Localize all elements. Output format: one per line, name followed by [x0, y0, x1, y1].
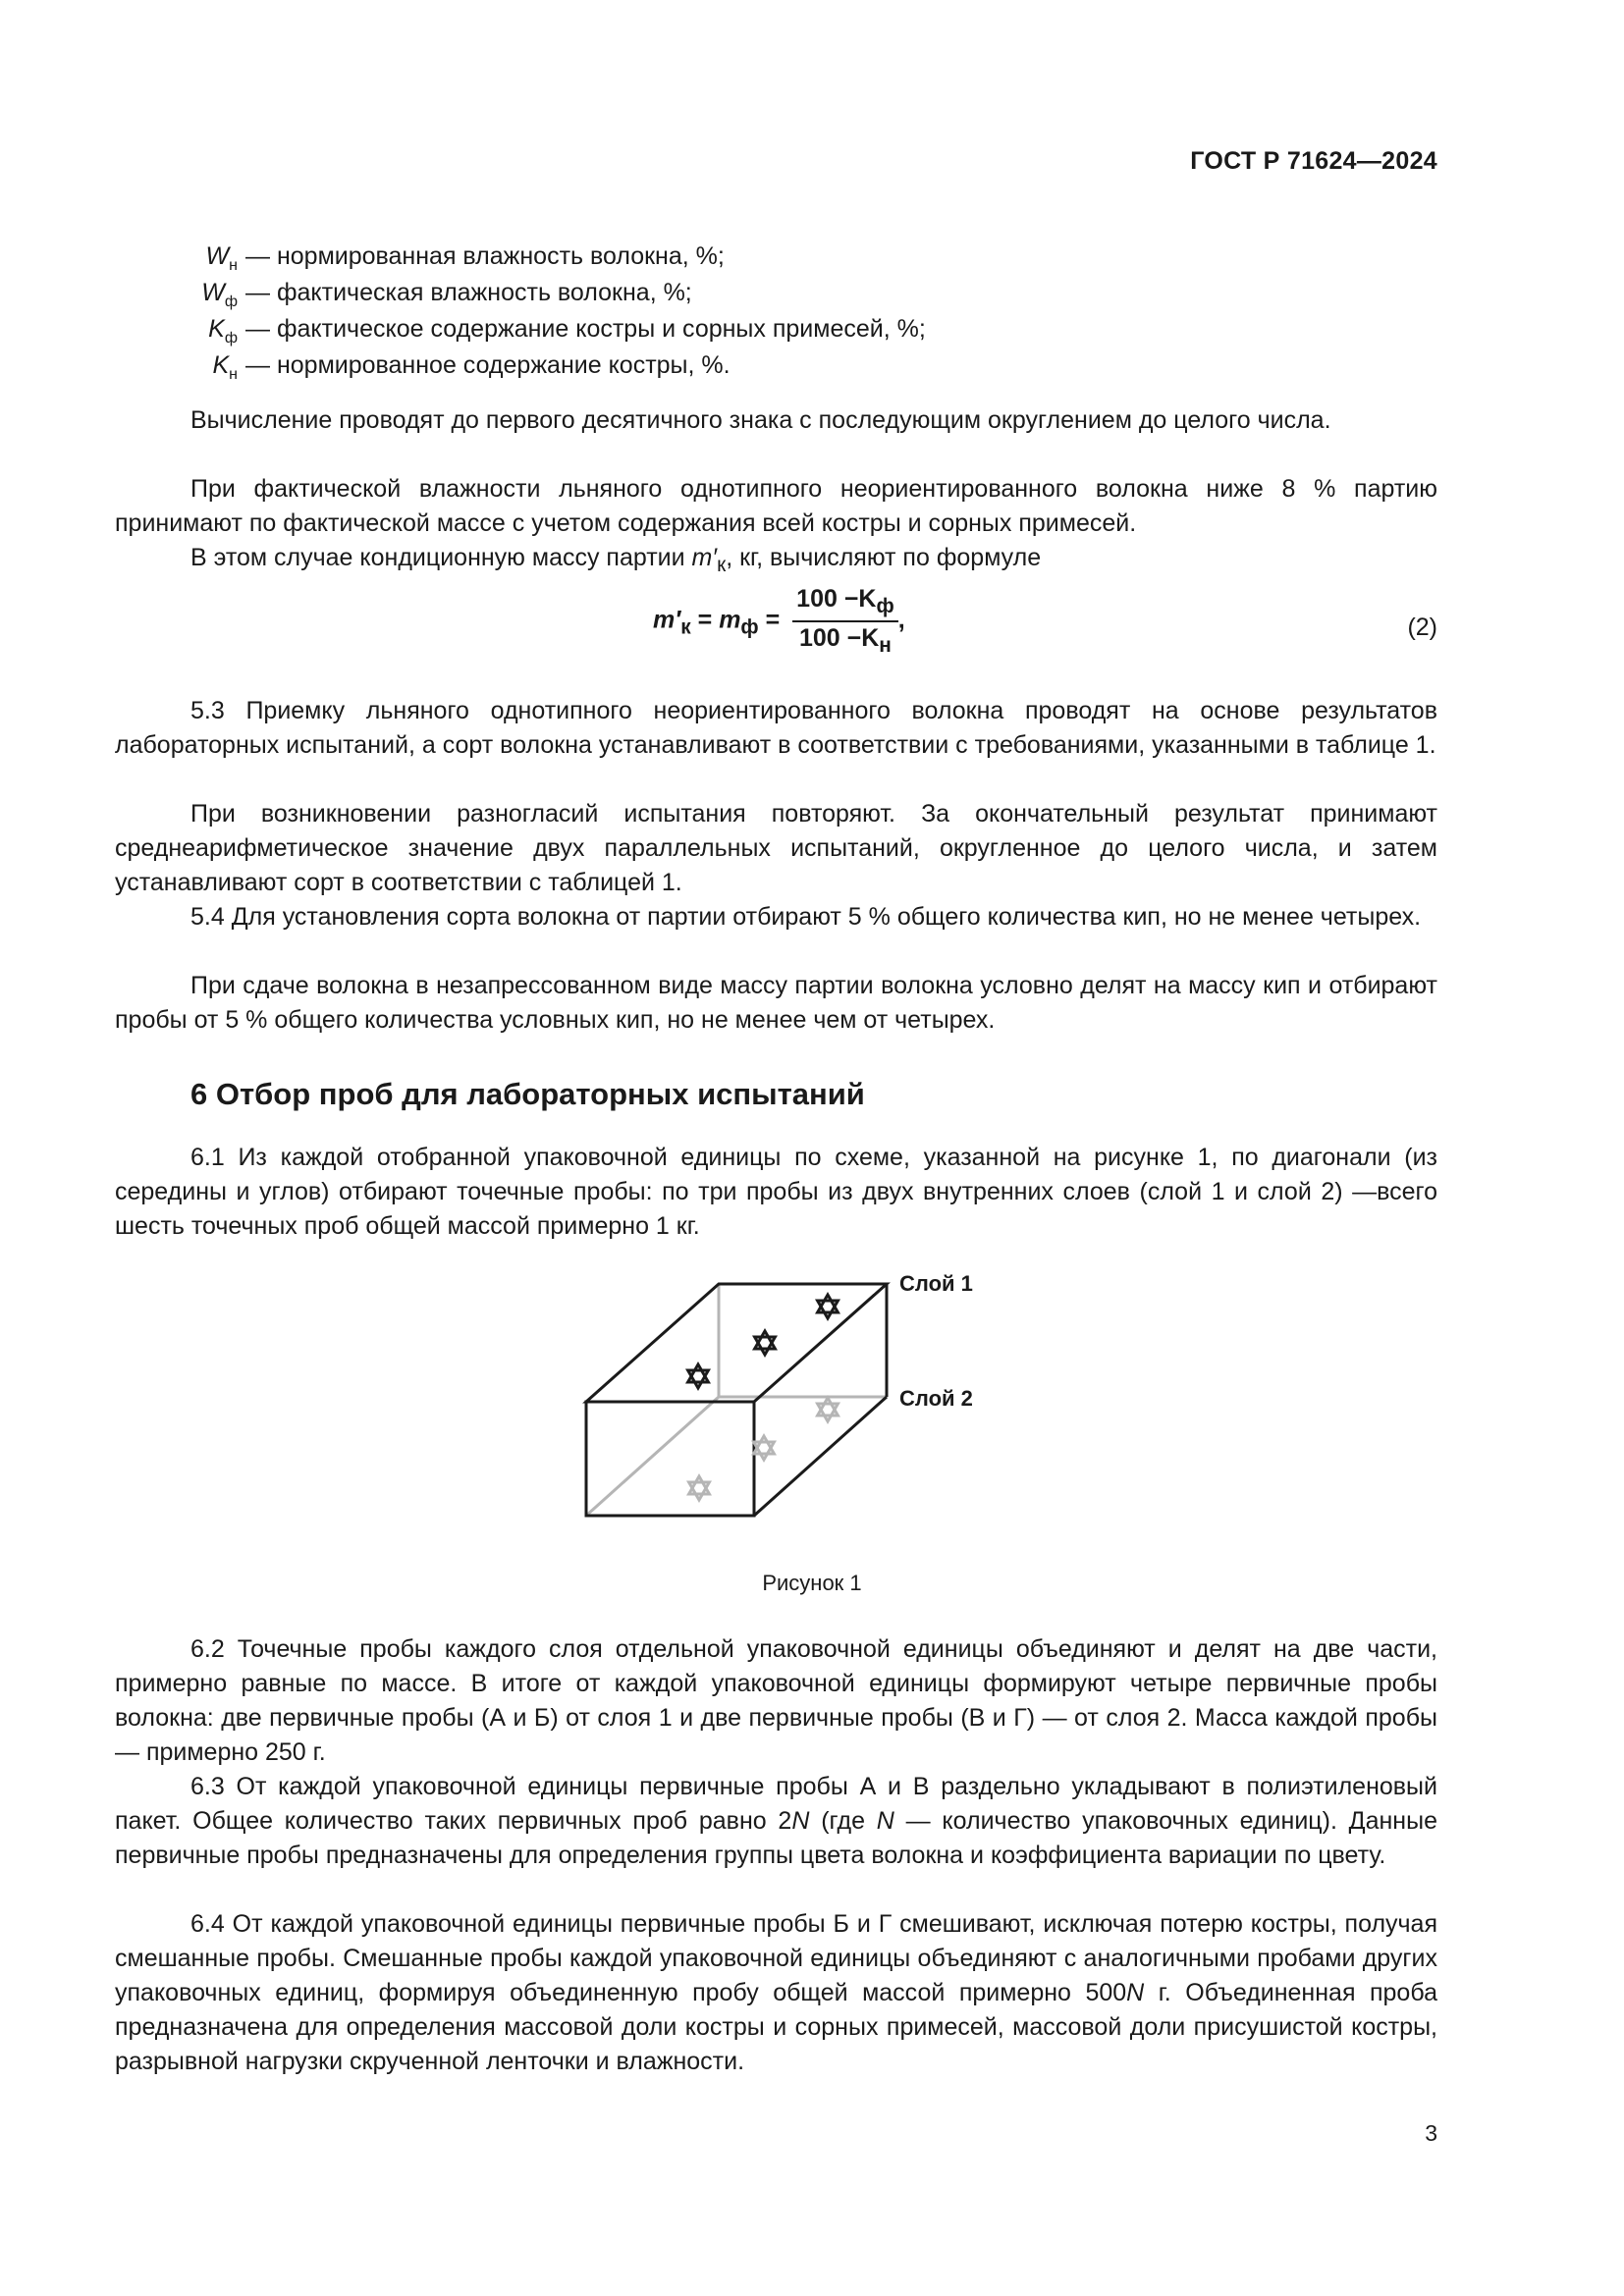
definition-symbol: $K_ф$	[208, 315, 238, 347]
figure-caption: Рисунок 1	[762, 1571, 862, 1595]
paragraph-6-3: 6.3 От каждой упаковочной единицы первичные пробы А и В раздельно укладывают в полиэтиленовый пакет. Общее количество таких первичных проб равно 2N (где N — количество упаковочных единиц). Данные первичные пробы предназначены для определения группы цвета волокна и коэффициента вариации по цвету.	[115, 1773, 1437, 1869]
star-of-david-icon	[818, 1295, 839, 1318]
figure-1-diagram	[569, 1266, 1001, 1571]
paragraph-6-4: 6.4 От каждой упаковочной единицы первичные пробы Б и Г смешивают, исключая потерю костры, получая смешанные пробы. Смешанные пробы каждой упаковочной единицы объединяют с аналогичными пробами других упаковочных единиц, формируя объединенную пробу общей массой примерно 500N г. Объединенная проба предназначена для определения массовой доли костры и сорных примесей, массовой доли присушистой костры, разрывной нагрузки скрученной ленточки и влажности.	[115, 1910, 1437, 2075]
definition-row: $W_н$ — нормированная влажность волокна, %;	[169, 239, 926, 275]
formula-fraction	[792, 585, 898, 658]
definition-row: $W_ф$ — фактическая влажность волокна, %;	[169, 275, 926, 311]
box-outline	[586, 1284, 887, 1516]
definition-symbol: $W_н$	[205, 242, 238, 274]
layer-1-marks	[688, 1295, 839, 1388]
paragraph-low-moisture: При фактической влажности льняного однотипного неориентированного волокна ниже 8 % партию принимают по фактической массе с учетом содержания всей костры и сорных примесей.	[115, 475, 1437, 537]
section-6-title: 6 Отбор проб для лабораторных испытаний	[190, 1077, 865, 1111]
definition-row: $K_н$ — нормированное содержание костры, %.	[169, 347, 926, 384]
formula-2: $m'_к = m_ф$ = $\frac{100 -K_ф}{100 -K_н}$ ,	[653, 585, 905, 657]
definitions-list	[169, 239, 926, 384]
page-number: 3	[1425, 2120, 1437, 2146]
paragraph-5-3: 5.3 Приемку льняного однотипного неориентированного волокна проводят на основе результатов лабораторных испытаний, а сорт волокна устанавливают в соответствии с требованиями, указанными в таблице 1.	[115, 697, 1437, 759]
paragraph-5-4: 5.4 Для установления сорта волокна от партии отбирают 5 % общего количества кип, но не менее четырех.	[190, 903, 1422, 931]
definition-symbol: $W_ф$	[201, 279, 238, 310]
formula-denominator: $100 -K_н$	[798, 624, 892, 657]
star-of-david-icon	[689, 1476, 710, 1500]
paragraph-5-4-b: При сдаче волокна в незапрессованном виде массу партии волокна условно делят на массу кип и отбирают пробы от 5 % общего количества условных кип, но не менее чем от четырех.	[115, 972, 1437, 1034]
definition-text: фактическая влажность волокна, %;	[276, 279, 692, 306]
paragraph-calc: Вычисление проводят до первого десятичного знака с последующим округлением до целого числа.	[190, 406, 1331, 434]
formula-numerator: $100 -K_ф$	[792, 585, 898, 622]
definition-text: фактическое содержание костры и сорных примесей, %;	[276, 315, 926, 343]
paragraph-6-2: 6.2 Точечные пробы каждого слоя отдельной упаковочной единицы объединяют и делят на две части, примерно равные по массе. В итоге от каждой упаковочной единицы формируют четыре первичные пробы волокна: две первичные пробы (А и Б) от слоя 1 и две первичные пробы (В и Г) — от слоя 2. Масса каждой пробы — примерно 250 г.	[115, 1635, 1437, 1766]
equation-number: (2)	[1407, 614, 1437, 641]
paragraph-6-1: 6.1 Из каждой отобранной упаковочной единицы по схеме, указанной на рисунке 1, по диагонали (из середины и углов) отбирают точечные пробы: по три пробы из двух внутренних слоев (слой 1 и слой 2) —всего шесть точечных проб общей массой примерно 1 кг.	[115, 1144, 1437, 1240]
star-of-david-icon	[688, 1364, 709, 1388]
layer-2-marks	[689, 1398, 839, 1500]
definition-row: $K_ф$ — фактическое содержание костры и сорных примесей, %;	[169, 311, 926, 347]
definition-symbol: $K_н$	[212, 351, 238, 383]
label-layer-2: Слой 2	[899, 1386, 973, 1411]
star-of-david-icon	[755, 1331, 776, 1355]
document-header: ГОСТ Р 71624—2024	[1190, 147, 1437, 175]
definition-text: нормированная влажность волокна, %;	[276, 242, 725, 270]
star-of-david-icon	[754, 1436, 775, 1460]
box-hidden-edges	[586, 1284, 887, 1516]
label-layer-1: Слой 1	[899, 1271, 973, 1296]
star-of-david-icon	[818, 1398, 839, 1421]
paragraph-5-3-b: При возникновении разногласий испытания повторяют. За окончательный результат принимают среднеарифметическое значение двух параллельных испытаний, округленное до целого числа, и затем устанавливают сорт в соответствии с таблицей 1.	[115, 800, 1437, 896]
paragraph-formula-intro: В этом случае кондиционную массу партии $m'_к$, кг, вычисляют по формуле	[190, 544, 1042, 576]
definition-text: нормированное содержание костры, %.	[276, 351, 731, 379]
